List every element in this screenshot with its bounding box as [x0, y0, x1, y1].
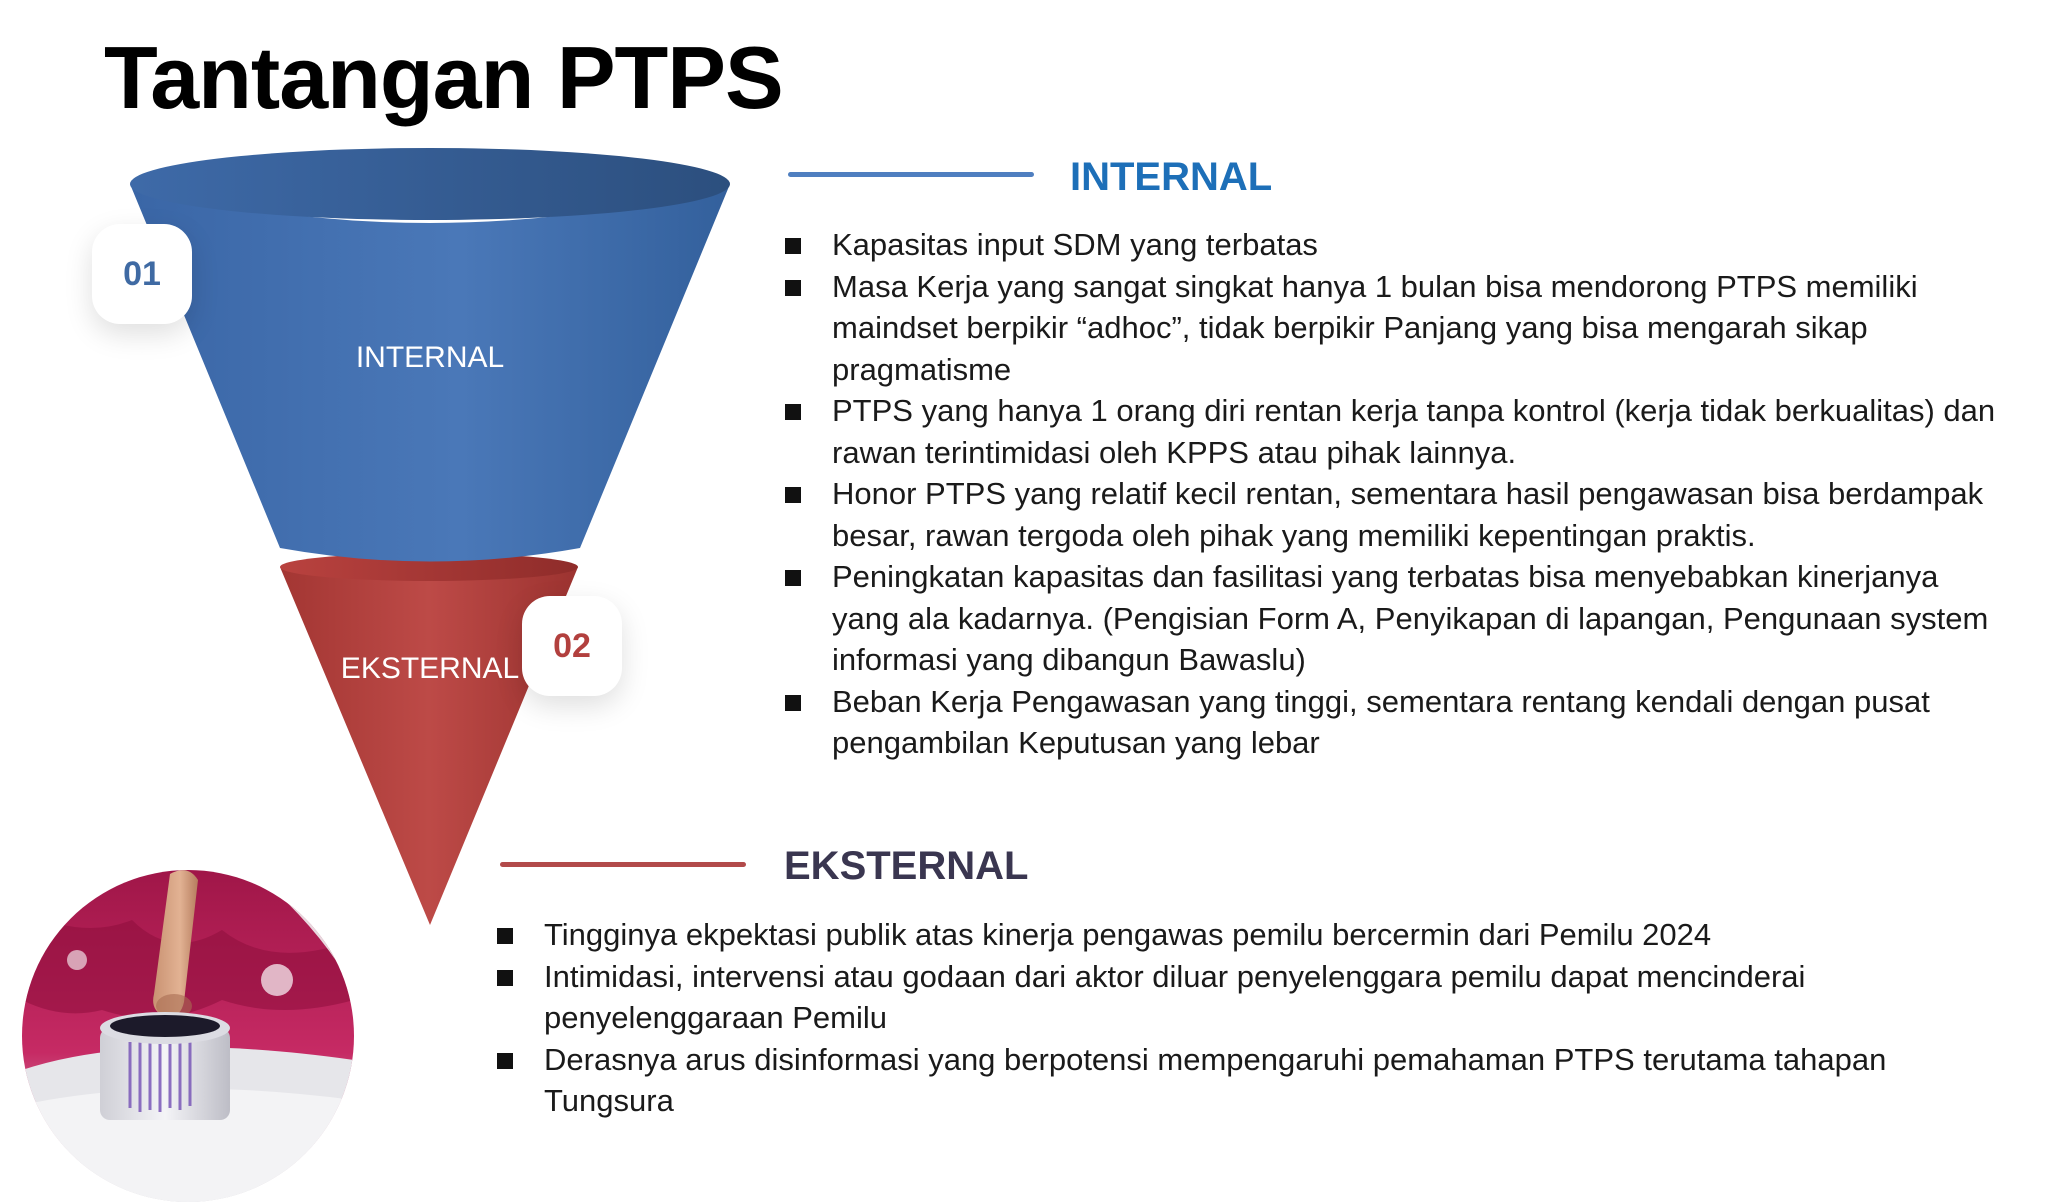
section-heading-external: EKSTERNAL — [784, 844, 1029, 888]
funnel-label-external: EKSTERNAL — [340, 652, 520, 685]
funnel-internal-top — [130, 148, 730, 220]
funnel-number-badge: 02 — [522, 596, 622, 696]
list-item: Peningkatan kapasitas dan fasilitasi yang terbatas bisa menyebabkan kinerjanya yang ala kadarnya. (Pengisian Form A, Penyikapan di lapangan, Pengunaan system informasi yang dibangun Bawaslu) — [785, 556, 2000, 681]
section-divider-internal — [788, 172, 1034, 177]
funnel-number-badge: 01 — [92, 224, 192, 324]
list-item: Honor PTPS yang relatif kecil rentan, sementara hasil pengawasan bisa berdampak besar, rawan tergoda oleh pihak yang memiliki kepentingan praktis. — [785, 473, 2000, 556]
funnel-label-internal: INTERNAL — [355, 341, 505, 374]
list-item: PTPS yang hanya 1 orang diri rentan kerja tanpa kontrol (kerja tidak berkualitas) dan rawan terintimidasi oleh KPPS atau pihak lainnya. — [785, 390, 2000, 473]
list-item: Beban Kerja Pengawasan yang tinggi, sementara rentang kendali dengan pusat pengambilan Keputusan yang lebar — [785, 681, 2000, 764]
list-item: Kapasitas input SDM yang terbatas — [785, 224, 2000, 266]
internal-challenges-list — [785, 224, 2000, 764]
ink-finger-photo — [22, 870, 354, 1202]
slide-title: Tantangan PTPS — [104, 28, 783, 127]
list-item: Derasnya arus disinformasi yang berpotensi mempengaruhi pemahaman PTPS terutama tahapan Tungsura — [497, 1039, 1937, 1122]
section-heading-internal: INTERNAL — [1070, 155, 1273, 199]
section-divider-external — [500, 862, 746, 867]
list-item: Tingginya ekpektasi publik atas kinerja pengawas pemilu bercermin dari Pemilu 2024 — [497, 914, 1937, 956]
external-challenges-list — [497, 914, 1937, 1122]
list-item: Intimidasi, intervensi atau godaan dari aktor diluar penyelenggara pemilu dapat mencinderai penyelenggaraan Pemilu — [497, 956, 1937, 1039]
list-item: Masa Kerja yang sangat singkat hanya 1 bulan bisa mendorong PTPS memiliki maindset berpikir “adhoc”, tidak berpikir Panjang yang bisa mengarah sikap pragmatisme — [785, 266, 2000, 391]
